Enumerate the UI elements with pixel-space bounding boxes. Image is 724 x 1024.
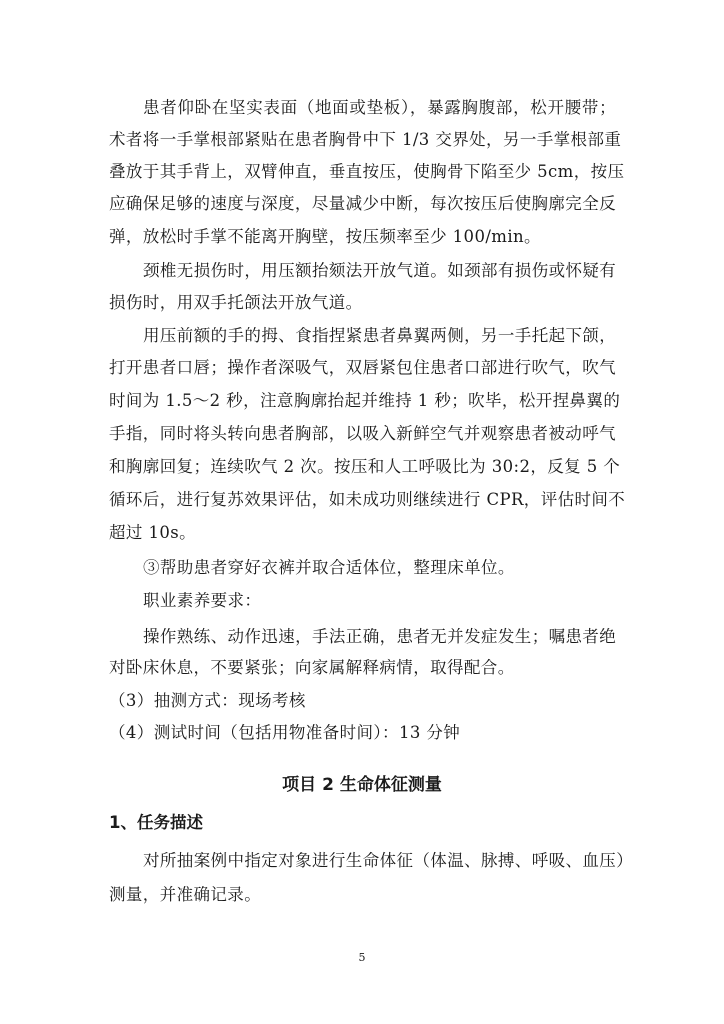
page-number: 5 (358, 951, 366, 964)
cpr-line-5: 弹，放松时手掌不能离开胸壁，按压频率至少 100/min。 (109, 227, 541, 246)
test-method-value: 现场考核 (238, 691, 306, 710)
breathing-line-5: 和胸廓回复；连续吹气 2 次。按压和人工呼吸比为 30:2，反复 5 个 (109, 457, 621, 476)
task-line-1: 对所抽案例中指定对象进行生命体征（体温、脉搏、呼吸、血压） (143, 851, 634, 870)
professional-line-1: 操作熟练、动作迅速，手法正确，患者无并发症发生；嘱患者绝 (143, 627, 617, 646)
cpr-line-1: 患者仰卧在坚实表面（地面或垫板），暴露胸腹部，松开腰带； (143, 98, 616, 117)
professional-line-2: 对卧床休息，不要紧张；向家属解释病情，取得配合。 (109, 658, 515, 677)
breathing-line-4: 手指，同时将头转向患者胸部，以吸入新鲜空气并观察患者被动呼气 (109, 424, 616, 443)
breathing-line-2: 打开患者口唇；操作者深吸气，双唇紧包住患者口部进行吹气，吹气 (109, 358, 616, 377)
project-title: 项目 2 生命体征测量 (282, 775, 442, 795)
breathing-line-3: 时间为 1.5～2 秒，注意胸廓抬起并维持 1 秒；吹毕，松开捏鼻翼的 (109, 391, 621, 410)
test-method-line (109, 690, 616, 712)
breathing-line-1: 用压前额的手的拇、食指捏紧患者鼻翼两侧，另一手托起下颌， (143, 326, 617, 345)
test-time-label: （4）测试时间（包括用物准备时间）： (109, 723, 399, 742)
task-line-2: 测量，并准确记录。 (109, 885, 262, 904)
cpr-line-4: 应确保足够的速度与深度，尽量减少中断，每次按压后使胸廓完全反 (109, 194, 616, 213)
step-3-line: ③帮助患者穿好衣裤并取合适体位，整理床单位。 (143, 558, 515, 577)
professional-requirements-label: 职业素养要求： (143, 591, 262, 610)
breathing-line-6: 循环后，进行复苏效果评估，如未成功则继续进行 CPR，评估时间不 (109, 490, 626, 509)
cpr-line-2: 术者将一手掌根部紧贴在患者胸骨中下 1/3 交界处，另一手掌根部重 (109, 130, 622, 149)
test-time-value: 13 分钟 (398, 723, 461, 742)
cpr-line-3: 叠放于其手背上，双臂伸直，垂直按压，使胸骨下陷至少 5cm，按压 (109, 162, 625, 181)
test-time-line (109, 722, 616, 744)
section-title: 1、任务描述 (109, 813, 203, 832)
test-method-label: （3）抽测方式： (109, 691, 239, 710)
airway-line-2: 损伤时，用双手托颌法开放气道。 (109, 293, 363, 312)
airway-line-1: 颈椎无损伤时，用压额抬颏法开放气道。如颈部有损伤或怀疑有 (143, 261, 617, 280)
breathing-line-7: 超过 10s。 (109, 523, 197, 542)
